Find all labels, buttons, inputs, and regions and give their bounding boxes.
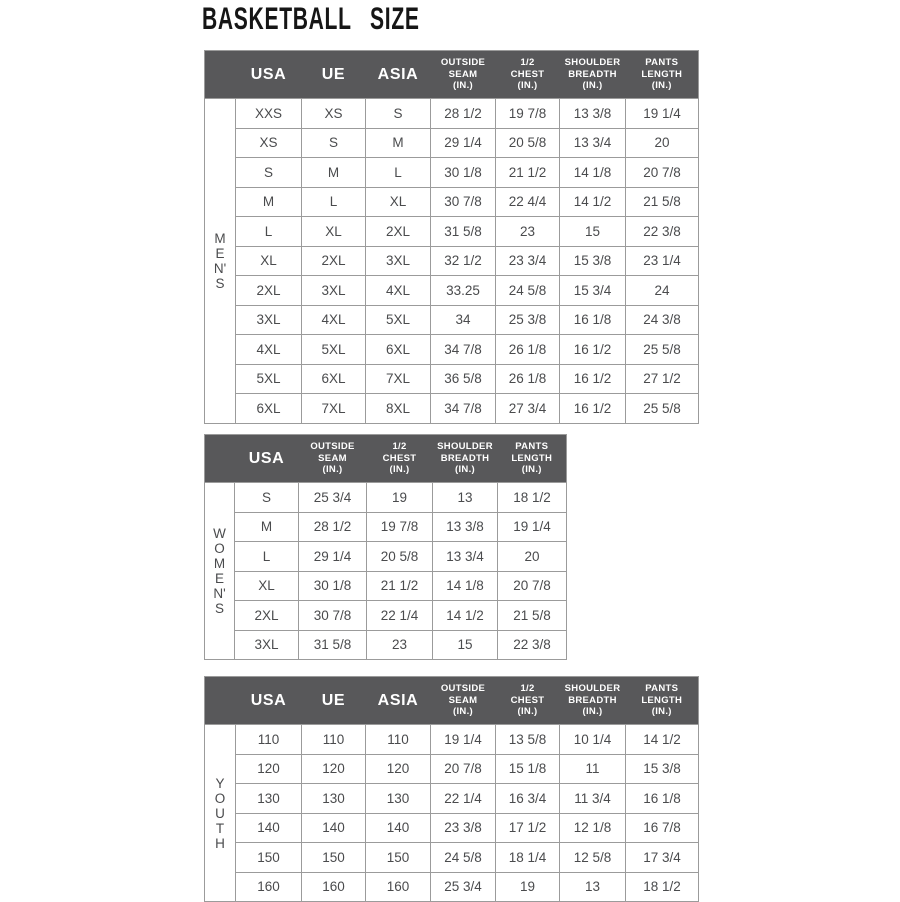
size-cell: 22 1/4 [431, 784, 496, 814]
size-cell: 36 5/8 [431, 364, 496, 394]
size-cell: 19 1/4 [626, 99, 699, 129]
table-header-row [205, 677, 699, 725]
column-header-text: PANTS [645, 57, 679, 69]
size-cell: 20 7/8 [626, 158, 699, 188]
size-cell: 21 5/8 [626, 187, 699, 217]
size-cell: 22 4/4 [496, 187, 560, 217]
size-cell: 25 3/8 [496, 305, 560, 335]
size-cell: 30 7/8 [431, 187, 496, 217]
column-header [433, 435, 498, 483]
group-label [205, 483, 235, 660]
column-header-text: ASIA [377, 65, 419, 83]
table-row [205, 813, 699, 843]
table-row [205, 158, 699, 188]
table-row [205, 754, 699, 784]
column-header [366, 677, 431, 725]
size-cell: 17 1/2 [496, 813, 560, 843]
size-cell: 140 [366, 813, 431, 843]
size-cell: 150 [366, 843, 431, 873]
column-header-text: LENGTH [641, 68, 683, 80]
size-cell: 110 [302, 725, 366, 755]
table-row [205, 128, 699, 158]
group-label-letter: N' [213, 586, 226, 601]
size-cell: 4XL [236, 335, 302, 365]
size-cell: 31 5/8 [431, 217, 496, 247]
size-cell: 29 1/4 [299, 542, 367, 572]
column-header-text: ASIA [377, 691, 419, 709]
column-header-text: USA [248, 449, 285, 467]
size-cell: XL [366, 187, 431, 217]
size-cell: 14 1/2 [433, 601, 498, 631]
column-header [236, 677, 302, 725]
size-cell: 32 1/2 [431, 246, 496, 276]
table-row [205, 601, 567, 631]
table-row [205, 784, 699, 814]
group-label-letter: M [213, 556, 226, 571]
size-cell: 24 5/8 [496, 276, 560, 306]
size-cell: 15 1/8 [496, 754, 560, 784]
column-header-text: (IN.) [582, 706, 603, 718]
table-row [205, 725, 699, 755]
column-header-text: PANTS [515, 441, 549, 453]
column-header-text: OUTSIDE [440, 683, 486, 695]
size-cell: 28 1/2 [431, 99, 496, 129]
size-cell: 15 [560, 217, 626, 247]
column-header-text: SEAM [318, 452, 347, 464]
column-header-text: USA [250, 691, 287, 709]
size-cell: XL [302, 217, 366, 247]
size-cell: 5XL [302, 335, 366, 365]
size-cell: L [366, 158, 431, 188]
size-cell: 24 [626, 276, 699, 306]
table-row [205, 872, 699, 902]
table-row [205, 99, 699, 129]
size-cell: 16 1/2 [560, 364, 626, 394]
womens-size-table [204, 434, 567, 660]
column-header-text: LENGTH [511, 452, 553, 464]
youth-size-table [204, 676, 699, 902]
size-cell: 34 [431, 305, 496, 335]
size-cell: 22 3/8 [626, 217, 699, 247]
column-header [496, 677, 560, 725]
size-cell: XL [235, 571, 299, 601]
group-label-letter: S [215, 275, 225, 291]
size-cell: 110 [366, 725, 431, 755]
column-header [366, 51, 431, 99]
size-cell: 25 3/4 [431, 872, 496, 902]
group-label-letter: O [214, 790, 226, 806]
column-header-text: (IN.) [453, 706, 473, 718]
size-cell: 18 1/2 [626, 872, 699, 902]
table-row [205, 246, 699, 276]
column-header [299, 435, 367, 483]
size-cell: 26 1/8 [496, 364, 560, 394]
column-header [626, 677, 699, 725]
column-header [626, 51, 699, 99]
size-cell: 24 3/8 [626, 305, 699, 335]
size-cell: 21 1/2 [496, 158, 560, 188]
size-cell: M [302, 158, 366, 188]
header-corner-cell [205, 51, 236, 99]
size-cell: 19 1/4 [498, 512, 567, 542]
size-cell: M [366, 128, 431, 158]
column-header-text: UE [321, 691, 346, 709]
size-cell: 16 3/4 [496, 784, 560, 814]
size-cell: 20 5/8 [367, 542, 433, 572]
size-cell: 30 1/8 [299, 571, 367, 601]
group-label-letter: Y [215, 775, 225, 791]
size-cell: 160 [236, 872, 302, 902]
size-cell: 6XL [302, 364, 366, 394]
table-row [205, 364, 699, 394]
size-cell: 20 5/8 [496, 128, 560, 158]
size-cell: 2XL [235, 601, 299, 631]
group-label-letter: O [214, 541, 225, 556]
size-cell: 140 [236, 813, 302, 843]
size-cell: 13 5/8 [496, 725, 560, 755]
size-cell: L [302, 187, 366, 217]
size-cell: 16 7/8 [626, 813, 699, 843]
size-cell: 17 3/4 [626, 843, 699, 873]
column-header-text: LENGTH [641, 694, 683, 706]
size-cell: 12 1/8 [560, 813, 626, 843]
table-row [205, 630, 567, 660]
column-header [496, 51, 560, 99]
group-label-letter: E [214, 571, 224, 586]
table-row [205, 571, 567, 601]
size-cell: 7XL [366, 364, 431, 394]
size-cell: 16 1/8 [560, 305, 626, 335]
size-cell: 110 [236, 725, 302, 755]
size-cell: 24 5/8 [431, 843, 496, 873]
column-header-text: 1/2 [520, 57, 535, 69]
size-cell: 6XL [236, 394, 302, 424]
size-cell: 13 3/8 [433, 512, 498, 542]
size-cell: 160 [366, 872, 431, 902]
size-cell: L [235, 542, 299, 572]
size-cell: 34 7/8 [431, 394, 496, 424]
column-header-text: (IN.) [651, 80, 672, 92]
size-cell: 22 1/4 [367, 601, 433, 631]
size-cell: 2XL [366, 217, 431, 247]
column-header [235, 435, 299, 483]
size-cell: 27 3/4 [496, 394, 560, 424]
size-cell: 15 [433, 630, 498, 660]
mens-size-table [204, 50, 699, 424]
size-cell: XS [302, 99, 366, 129]
size-cell: 7XL [302, 394, 366, 424]
column-header-text: SHOULDER [437, 441, 493, 453]
column-header [302, 51, 366, 99]
group-label [205, 725, 236, 902]
column-header-text: USA [250, 65, 287, 83]
group-label-letter: S [214, 601, 224, 616]
column-header-text: OUTSIDE [310, 441, 355, 453]
size-cell: 15 3/8 [626, 754, 699, 784]
column-header [302, 677, 366, 725]
size-cell: 29 1/4 [431, 128, 496, 158]
size-cell: 20 [498, 542, 567, 572]
size-cell: 140 [302, 813, 366, 843]
table-row [205, 217, 699, 247]
size-cell: S [366, 99, 431, 129]
group-label-letter: M [214, 230, 226, 246]
table-header-row [205, 51, 699, 99]
size-cell: XL [236, 246, 302, 276]
size-cell: 14 1/8 [433, 571, 498, 601]
size-cell: 130 [366, 784, 431, 814]
size-cell: 30 1/8 [431, 158, 496, 188]
column-header-text: (IN.) [322, 464, 343, 476]
column-header [498, 435, 567, 483]
table-header-row [205, 435, 567, 483]
size-cell: 10 1/4 [560, 725, 626, 755]
size-cell: XXS [236, 99, 302, 129]
column-header-text: (IN.) [651, 706, 672, 718]
size-cell: 15 3/4 [560, 276, 626, 306]
size-cell: 22 3/8 [498, 630, 567, 660]
table-row [205, 187, 699, 217]
column-header [236, 51, 302, 99]
size-cell: 23 [367, 630, 433, 660]
size-cell: 23 3/8 [431, 813, 496, 843]
size-cell: 16 1/2 [560, 394, 626, 424]
size-cell: 3XL [366, 246, 431, 276]
column-header [560, 51, 626, 99]
size-cell: 31 5/8 [299, 630, 367, 660]
size-cell: M [236, 187, 302, 217]
column-header-text: SEAM [448, 694, 478, 706]
size-cell: 20 7/8 [431, 754, 496, 784]
column-header-text: PANTS [645, 683, 679, 695]
header-corner-cell [205, 677, 236, 725]
column-header-text: (IN.) [582, 80, 603, 92]
size-cell: 21 5/8 [498, 601, 567, 631]
size-cell: 3XL [236, 305, 302, 335]
size-cell: 19 7/8 [367, 512, 433, 542]
column-header-text: SEAM [448, 68, 478, 80]
size-cell: 20 [626, 128, 699, 158]
size-cell: 120 [236, 754, 302, 784]
table-row [205, 276, 699, 306]
table-row [205, 394, 699, 424]
size-cell: S [235, 483, 299, 513]
size-cell: 150 [236, 843, 302, 873]
size-cell: 19 [367, 483, 433, 513]
size-cell: 33.25 [431, 276, 496, 306]
column-header-text: UE [321, 65, 346, 83]
column-header-text: BREADTH [440, 452, 490, 464]
column-header-text: (IN.) [521, 464, 542, 476]
column-header-text: BREADTH [568, 68, 617, 80]
size-cell: 18 1/2 [498, 483, 567, 513]
size-cell: M [235, 512, 299, 542]
column-header-text: 1/2 [392, 441, 407, 453]
size-cell: 16 1/2 [560, 335, 626, 365]
header-corner-cell [205, 435, 235, 483]
size-cell: 19 [496, 872, 560, 902]
size-cell: 23 [496, 217, 560, 247]
page-title: BASKETBALL SIZE [202, 0, 420, 37]
size-cell: 130 [236, 784, 302, 814]
table-row [205, 512, 567, 542]
size-cell: 20 7/8 [498, 571, 567, 601]
group-label [205, 99, 236, 424]
group-label-letter: W [213, 526, 226, 541]
size-cell: 14 1/2 [626, 725, 699, 755]
size-cell: 16 1/8 [626, 784, 699, 814]
size-cell: XS [236, 128, 302, 158]
size-cell: 13 [433, 483, 498, 513]
size-cell: 23 3/4 [496, 246, 560, 276]
column-header [560, 677, 626, 725]
column-header-text: (IN.) [389, 464, 410, 476]
column-header-text: BREADTH [568, 694, 617, 706]
group-label-letter: E [215, 245, 225, 261]
column-header-text: (IN.) [517, 706, 538, 718]
group-label-letter: H [215, 835, 225, 851]
column-header-text: SHOULDER [564, 57, 621, 69]
column-header [367, 435, 433, 483]
column-header [431, 51, 496, 99]
size-cell: 150 [302, 843, 366, 873]
size-cell: 25 3/4 [299, 483, 367, 513]
size-cell: 4XL [366, 276, 431, 306]
size-cell: 13 3/8 [560, 99, 626, 129]
size-cell: 11 3/4 [560, 784, 626, 814]
size-cell: 26 1/8 [496, 335, 560, 365]
size-cell: 6XL [366, 335, 431, 365]
group-label-letter: N' [213, 260, 227, 276]
table-row [205, 843, 699, 873]
size-cell: 15 3/8 [560, 246, 626, 276]
column-header-text: SHOULDER [564, 683, 621, 695]
size-cell: 18 1/4 [496, 843, 560, 873]
size-cell: 12 5/8 [560, 843, 626, 873]
size-cell: 120 [302, 754, 366, 784]
size-cell: 3XL [235, 630, 299, 660]
size-cell: 13 [560, 872, 626, 902]
size-cell: 2XL [302, 246, 366, 276]
column-header [431, 677, 496, 725]
size-cell: 130 [302, 784, 366, 814]
size-cell: 5XL [236, 364, 302, 394]
size-cell: 14 1/2 [560, 187, 626, 217]
size-cell: 2XL [236, 276, 302, 306]
size-cell: 13 3/4 [433, 542, 498, 572]
size-cell: 27 1/2 [626, 364, 699, 394]
size-cell: 5XL [366, 305, 431, 335]
column-header-text: (IN.) [455, 464, 475, 476]
size-cell: 25 5/8 [626, 335, 699, 365]
size-cell: 4XL [302, 305, 366, 335]
size-cell: 8XL [366, 394, 431, 424]
size-cell: S [302, 128, 366, 158]
table-row [205, 483, 567, 513]
size-cell: 28 1/2 [299, 512, 367, 542]
size-cell: 160 [302, 872, 366, 902]
size-cell: 3XL [302, 276, 366, 306]
size-cell: S [236, 158, 302, 188]
size-cell: 11 [560, 754, 626, 784]
column-header-text: CHEST [510, 68, 545, 80]
size-cell: 21 1/2 [367, 571, 433, 601]
table-row [205, 542, 567, 572]
group-label-letter: T [215, 820, 225, 836]
column-header-text: (IN.) [453, 80, 473, 92]
size-cell: 19 1/4 [431, 725, 496, 755]
table-row [205, 305, 699, 335]
group-label-letter: U [215, 805, 225, 821]
size-cell: 34 7/8 [431, 335, 496, 365]
size-cell: L [236, 217, 302, 247]
size-cell: 14 1/8 [560, 158, 626, 188]
size-cell: 23 1/4 [626, 246, 699, 276]
size-cell: 30 7/8 [299, 601, 367, 631]
size-cell: 25 5/8 [626, 394, 699, 424]
column-header-text: OUTSIDE [440, 57, 486, 69]
table-row [205, 335, 699, 365]
size-cell: 13 3/4 [560, 128, 626, 158]
column-header-text: CHEST [510, 694, 545, 706]
size-cell: 19 7/8 [496, 99, 560, 129]
column-header-text: CHEST [382, 452, 417, 464]
size-cell: 120 [366, 754, 431, 784]
column-header-text: (IN.) [517, 80, 538, 92]
column-header-text: 1/2 [520, 683, 535, 695]
